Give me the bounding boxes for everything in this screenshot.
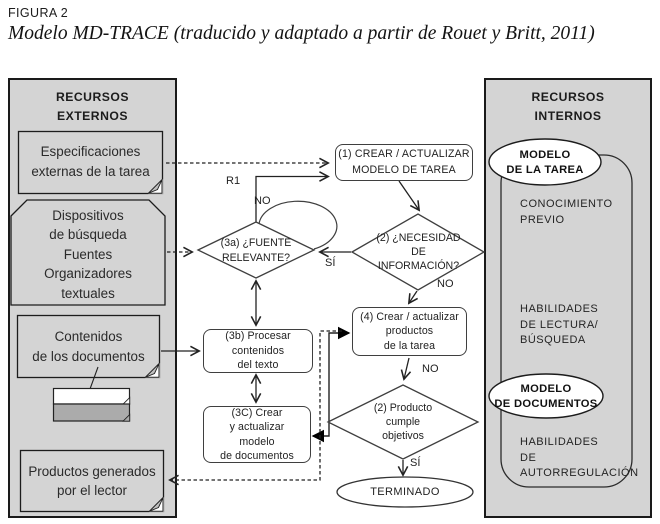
- label-no-need: NO: [437, 278, 454, 290]
- figure-label: FIGURA 2: [8, 6, 69, 20]
- step3c-box: (3C) Crear y actualizar modelo de documentos: [203, 406, 311, 463]
- label-si-product: SÍ: [410, 457, 421, 469]
- stacked-documents-icon: [54, 389, 130, 422]
- decision-need-label: (2) ¿NECESIDAD DE INFORMACIÓN?: [376, 231, 461, 273]
- external-panel-header: RECURSOS EXTERNOS: [55, 90, 130, 123]
- arrow-product-loop-to-step3c: [313, 423, 329, 436]
- decision-source-label: (3a) ¿FUENTE RELEVANTE?: [220, 237, 292, 264]
- label-si-need: SÍ: [325, 257, 336, 269]
- label-r1: R1: [226, 175, 241, 187]
- reading-skills-label: HABILIDADES DE LECTURA/ BÚSQUEDA: [520, 303, 599, 346]
- figure-title: Modelo MD-TRACE (traducido y adaptado a partir de Rouet y Britt, 2011): [8, 23, 595, 44]
- step3b-box: (3b) Procesar contenidos del texto: [203, 329, 313, 373]
- arrow-step1-to-need: [399, 181, 419, 210]
- doc-contents-label: Contenidos de los documentos: [32, 329, 145, 364]
- documents-model-label: MODELO DE DOCUMENTOS: [494, 383, 598, 410]
- task-specs-label: Especificaciones externas de la tarea: [31, 144, 150, 179]
- search-devices-label: Dispositivos de búsqueda Fuentes Organizadores textuales: [44, 208, 132, 301]
- internal-panel-header: RECURSOS INTERNOS: [531, 90, 605, 123]
- arrow-step4-to-product: [404, 358, 409, 379]
- label-no-source: NO: [254, 195, 271, 207]
- step1-box: (1) CREAR / ACTUALIZAR MODELO DE TAREA: [335, 144, 473, 181]
- arrow-no-need-to-step4: [409, 291, 417, 303]
- step4-box: (4) Crear / actualizar productos de la tarea: [352, 307, 467, 356]
- self-regulation-label: HABILIDADES DE AUTORREGULACIÓN: [520, 436, 639, 479]
- label-no-product: NO: [422, 363, 439, 375]
- decision-product-label: (2) Producto cumple objetivos: [373, 401, 433, 443]
- reader-products-label: Productos generados por el lector: [28, 464, 156, 498]
- terminator-label: TERMINADO: [370, 485, 440, 498]
- task-model-label: MODELO DE LA TAREA: [506, 149, 584, 176]
- prior-knowledge-label: CONOCIMIENTO PREVIO: [520, 198, 613, 226]
